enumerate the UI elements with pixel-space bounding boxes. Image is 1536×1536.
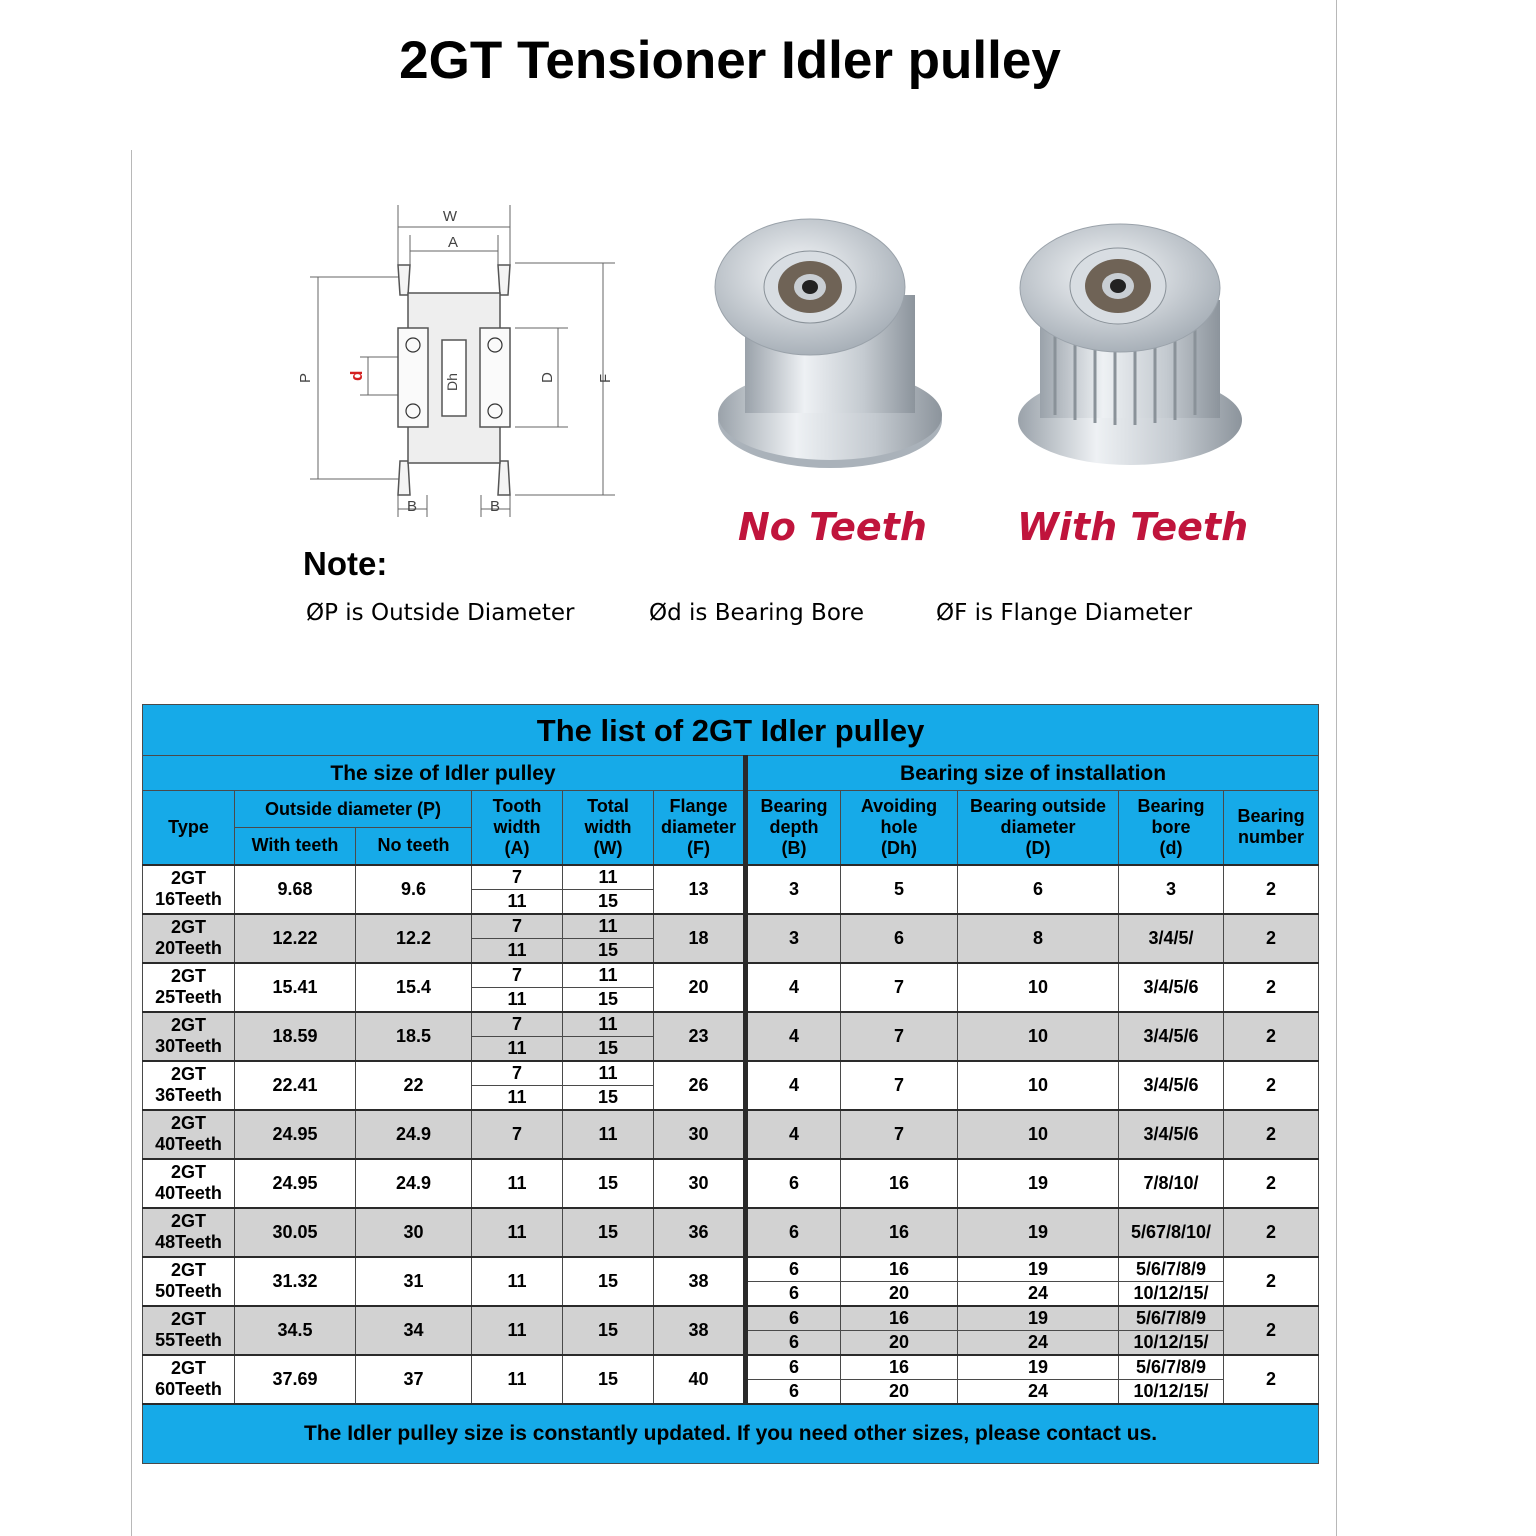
dim-label-d-bore: d — [347, 370, 366, 381]
cell-flange-diameter: 30 — [654, 1159, 746, 1208]
cell-total-width: 11 — [563, 1061, 654, 1086]
cell-bearing-bore: 3/4/5/6 — [1119, 1061, 1224, 1110]
cell-outside-diameter-with-teeth: 15.41 — [235, 963, 356, 1012]
cell-total-width: 15 — [563, 1306, 654, 1355]
table-row — [143, 914, 1319, 939]
cell-bearing-outside-diameter: 10 — [958, 963, 1119, 1012]
cell-type: 2GT 25Teeth — [143, 963, 235, 1012]
cell-tooth-width: 7 — [472, 1110, 563, 1159]
cell-bearing-outside-diameter: 24 — [958, 1330, 1119, 1355]
cell-total-width: 15 — [563, 1036, 654, 1061]
cell-bearing-bore: 3 — [1119, 865, 1224, 914]
right-border-line — [1336, 0, 1337, 1536]
cell-bearing-bore: 3/4/5/6 — [1119, 963, 1224, 1012]
cell-type: 2GT 40Teeth — [143, 1159, 235, 1208]
header-no-teeth: No teeth — [356, 828, 472, 865]
dim-label-w: W — [442, 208, 458, 225]
cell-outside-diameter-with-teeth: 37.69 — [235, 1355, 356, 1404]
cell-bearing-number: 2 — [1224, 1159, 1319, 1208]
cell-tooth-width: 7 — [472, 1012, 563, 1037]
cell-bearing-bore: 3/4/5/ — [1119, 914, 1224, 963]
cell-bearing-outside-diameter: 19 — [958, 1208, 1119, 1257]
cell-bearing-bore: 5/6/7/8/9 — [1119, 1306, 1224, 1331]
group-header-bearing-size: Bearing size of installation — [746, 756, 1319, 791]
cell-tooth-width: 11 — [472, 1159, 563, 1208]
cell-bearing-outside-diameter: 10 — [958, 1110, 1119, 1159]
header-flange-diameter: Flange diameter (F) — [654, 791, 746, 865]
cell-avoiding-hole: 16 — [841, 1306, 958, 1331]
note-flange-diameter: ØF is Flange Diameter — [936, 600, 1193, 626]
cell-avoiding-hole: 16 — [841, 1355, 958, 1380]
cell-type: 2GT 48Teeth — [143, 1208, 235, 1257]
table-row — [143, 865, 1319, 890]
cell-flange-diameter: 40 — [654, 1355, 746, 1404]
no-teeth-caption: No Teeth — [738, 505, 927, 549]
cell-total-width: 15 — [563, 1085, 654, 1110]
table-row — [143, 1012, 1319, 1037]
cell-flange-diameter: 23 — [654, 1012, 746, 1061]
cell-bearing-number: 2 — [1224, 1110, 1319, 1159]
cell-bearing-outside-diameter: 6 — [958, 865, 1119, 914]
cell-outside-diameter-no-teeth: 30 — [356, 1208, 472, 1257]
note-bearing-bore: Ød is Bearing Bore — [649, 600, 865, 626]
cell-avoiding-hole: 16 — [841, 1159, 958, 1208]
cell-outside-diameter-no-teeth: 37 — [356, 1355, 472, 1404]
cell-total-width: 11 — [563, 865, 654, 890]
cell-outside-diameter-with-teeth: 22.41 — [235, 1061, 356, 1110]
cell-bearing-number: 2 — [1224, 1355, 1319, 1404]
cell-total-width: 15 — [563, 889, 654, 914]
cell-type: 2GT 16Teeth — [143, 865, 235, 914]
cell-outside-diameter-no-teeth: 31 — [356, 1257, 472, 1306]
cell-bearing-depth: 3 — [746, 865, 841, 914]
cell-bearing-outside-diameter: 19 — [958, 1257, 1119, 1282]
cell-tooth-width: 11 — [472, 938, 563, 963]
cell-outside-diameter-no-teeth: 12.2 — [356, 914, 472, 963]
table-row — [143, 1257, 1319, 1282]
table-row — [143, 1159, 1319, 1208]
cell-bearing-number: 2 — [1224, 1208, 1319, 1257]
cell-avoiding-hole: 7 — [841, 1061, 958, 1110]
cell-bearing-bore: 7/8/10/ — [1119, 1159, 1224, 1208]
dim-label-b-left: B — [406, 498, 418, 515]
cell-bearing-depth: 6 — [746, 1159, 841, 1208]
table-row — [143, 1061, 1319, 1086]
cell-bearing-outside-diameter: 10 — [958, 1012, 1119, 1061]
cell-total-width: 11 — [563, 963, 654, 988]
cell-outside-diameter-no-teeth: 9.6 — [356, 865, 472, 914]
cell-flange-diameter: 36 — [654, 1208, 746, 1257]
cell-bearing-depth: 4 — [746, 1061, 841, 1110]
table-footer-note: The Idler pulley size is constantly updated. If you need other sizes, please contact us. — [143, 1404, 1319, 1464]
cell-tooth-width: 11 — [472, 889, 563, 914]
cell-bearing-bore: 3/4/5/6 — [1119, 1012, 1224, 1061]
cell-total-width: 15 — [563, 1208, 654, 1257]
dim-label-b-right: B — [489, 498, 501, 515]
cell-tooth-width: 7 — [472, 963, 563, 988]
cell-bearing-number: 2 — [1224, 865, 1319, 914]
cell-bearing-depth: 4 — [746, 1012, 841, 1061]
cell-avoiding-hole: 5 — [841, 865, 958, 914]
cell-bearing-outside-diameter: 10 — [958, 1061, 1119, 1110]
cell-bearing-bore: 3/4/5/6 — [1119, 1110, 1224, 1159]
cell-flange-diameter: 30 — [654, 1110, 746, 1159]
page-title: 2GT Tensioner Idler pulley — [399, 31, 1061, 90]
cell-total-width: 15 — [563, 1159, 654, 1208]
cell-bearing-depth: 6 — [746, 1306, 841, 1331]
cell-type: 2GT 20Teeth — [143, 914, 235, 963]
left-border-line — [131, 150, 132, 1536]
dim-label-f: F — [597, 373, 614, 383]
cell-tooth-width: 7 — [472, 1061, 563, 1086]
cell-tooth-width: 7 — [472, 914, 563, 939]
cell-bearing-outside-diameter: 24 — [958, 1379, 1119, 1404]
cell-bearing-outside-diameter: 8 — [958, 914, 1119, 963]
cell-flange-diameter: 20 — [654, 963, 746, 1012]
header-bearing-outside-diameter: Bearing outside diameter (D) — [958, 791, 1119, 865]
no-teeth-pulley-photo — [700, 215, 960, 495]
cell-bearing-number: 2 — [1224, 1012, 1319, 1061]
cell-bearing-depth: 6 — [746, 1281, 841, 1306]
cell-total-width: 15 — [563, 1355, 654, 1404]
table-row — [143, 1355, 1319, 1380]
table-row — [143, 1208, 1319, 1257]
header-bearing-bore: Bearing bore (d) — [1119, 791, 1224, 865]
cell-type: 2GT 40Teeth — [143, 1110, 235, 1159]
cell-bearing-outside-diameter: 19 — [958, 1306, 1119, 1331]
cell-flange-diameter: 38 — [654, 1306, 746, 1355]
header-bearing-number: Bearing number — [1224, 791, 1319, 865]
cell-avoiding-hole: 7 — [841, 1110, 958, 1159]
cell-total-width: 15 — [563, 1257, 654, 1306]
cell-bearing-depth: 6 — [746, 1208, 841, 1257]
group-header-pulley-size: The size of Idler pulley — [143, 756, 746, 791]
cell-tooth-width: 11 — [472, 1257, 563, 1306]
cell-avoiding-hole: 7 — [841, 963, 958, 1012]
cell-bearing-bore: 5/6/7/8/9 — [1119, 1257, 1224, 1282]
header-avoiding-hole: Avoiding hole (Dh) — [841, 791, 958, 865]
cell-flange-diameter: 18 — [654, 914, 746, 963]
cell-bearing-number: 2 — [1224, 1306, 1319, 1355]
cell-bearing-number: 2 — [1224, 1061, 1319, 1110]
cell-bearing-bore: 10/12/15/ — [1119, 1379, 1224, 1404]
cell-total-width: 11 — [563, 914, 654, 939]
cell-bearing-depth: 6 — [746, 1379, 841, 1404]
dim-label-a: A — [447, 234, 459, 251]
cell-bearing-bore: 10/12/15/ — [1119, 1330, 1224, 1355]
cell-avoiding-hole: 20 — [841, 1281, 958, 1306]
cell-total-width: 15 — [563, 987, 654, 1012]
cell-bearing-bore: 5/6/7/8/9 — [1119, 1355, 1224, 1380]
cell-bearing-bore: 5/67/8/10/ — [1119, 1208, 1224, 1257]
cell-type: 2GT 36Teeth — [143, 1061, 235, 1110]
cell-outside-diameter-with-teeth: 9.68 — [235, 865, 356, 914]
cell-tooth-width: 11 — [472, 1036, 563, 1061]
cell-total-width: 11 — [563, 1110, 654, 1159]
cell-bearing-depth: 3 — [746, 914, 841, 963]
dim-label-d-outer: D — [539, 372, 556, 383]
table-row — [143, 1306, 1319, 1331]
cell-tooth-width: 11 — [472, 1306, 563, 1355]
cell-bearing-number: 2 — [1224, 1257, 1319, 1306]
header-bearing-depth: Bearing depth (B) — [746, 791, 841, 865]
cell-tooth-width: 7 — [472, 865, 563, 890]
cell-bearing-number: 2 — [1224, 914, 1319, 963]
cell-outside-diameter-no-teeth: 24.9 — [356, 1110, 472, 1159]
cell-flange-diameter: 38 — [654, 1257, 746, 1306]
spec-table — [142, 704, 1319, 1464]
cell-outside-diameter-no-teeth: 34 — [356, 1306, 472, 1355]
cell-outside-diameter-no-teeth: 24.9 — [356, 1159, 472, 1208]
cell-total-width: 11 — [563, 1012, 654, 1037]
note-heading: Note: — [303, 545, 388, 582]
cell-avoiding-hole: 20 — [841, 1379, 958, 1404]
cell-flange-diameter: 26 — [654, 1061, 746, 1110]
cell-type: 2GT 55Teeth — [143, 1306, 235, 1355]
cell-outside-diameter-with-teeth: 24.95 — [235, 1110, 356, 1159]
cell-outside-diameter-no-teeth: 22 — [356, 1061, 472, 1110]
cell-avoiding-hole: 6 — [841, 914, 958, 963]
cell-type: 2GT 50Teeth — [143, 1257, 235, 1306]
cell-avoiding-hole: 16 — [841, 1208, 958, 1257]
note-outside-diameter: ØP is Outside Diameter — [306, 600, 575, 626]
pulley-cross-section-diagram — [290, 195, 630, 525]
cell-outside-diameter-with-teeth: 18.59 — [235, 1012, 356, 1061]
header-outside-diameter: Outside diameter (P) — [235, 791, 472, 828]
cell-bearing-bore: 10/12/15/ — [1119, 1281, 1224, 1306]
cell-bearing-depth: 4 — [746, 1110, 841, 1159]
cell-tooth-width: 11 — [472, 1355, 563, 1404]
cell-bearing-depth: 6 — [746, 1330, 841, 1355]
table-row — [143, 963, 1319, 988]
cell-outside-diameter-with-teeth: 30.05 — [235, 1208, 356, 1257]
cell-tooth-width: 11 — [472, 1208, 563, 1257]
cell-total-width: 15 — [563, 938, 654, 963]
cell-bearing-number: 2 — [1224, 963, 1319, 1012]
cell-outside-diameter-no-teeth: 18.5 — [356, 1012, 472, 1061]
header-total-width: Total width (W) — [563, 791, 654, 865]
cell-avoiding-hole: 7 — [841, 1012, 958, 1061]
cell-outside-diameter-no-teeth: 15.4 — [356, 963, 472, 1012]
cell-flange-diameter: 13 — [654, 865, 746, 914]
dim-label-dh: Dh — [444, 373, 460, 391]
cell-bearing-outside-diameter: 24 — [958, 1281, 1119, 1306]
table-row — [143, 1110, 1319, 1159]
cell-bearing-outside-diameter: 19 — [958, 1355, 1119, 1380]
cell-bearing-depth: 6 — [746, 1257, 841, 1282]
cell-outside-diameter-with-teeth: 31.32 — [235, 1257, 356, 1306]
cell-avoiding-hole: 20 — [841, 1330, 958, 1355]
cell-avoiding-hole: 16 — [841, 1257, 958, 1282]
cell-outside-diameter-with-teeth: 24.95 — [235, 1159, 356, 1208]
cell-tooth-width: 11 — [472, 1085, 563, 1110]
cell-bearing-depth: 4 — [746, 963, 841, 1012]
header-tooth-width: Tooth width (A) — [472, 791, 563, 865]
with-teeth-caption: With Teeth — [1017, 505, 1249, 549]
cell-bearing-outside-diameter: 19 — [958, 1159, 1119, 1208]
with-teeth-pulley-photo — [1000, 220, 1260, 500]
cell-outside-diameter-with-teeth: 12.22 — [235, 914, 356, 963]
cell-tooth-width: 11 — [472, 987, 563, 1012]
cell-type: 2GT 60Teeth — [143, 1355, 235, 1404]
cell-bearing-depth: 6 — [746, 1355, 841, 1380]
dim-label-p: P — [297, 372, 314, 383]
cell-type: 2GT 30Teeth — [143, 1012, 235, 1061]
cell-outside-diameter-with-teeth: 34.5 — [235, 1306, 356, 1355]
header-with-teeth: With teeth — [235, 828, 356, 865]
table-title: The list of 2GT Idler pulley — [143, 705, 1319, 756]
header-type: Type — [143, 791, 235, 865]
